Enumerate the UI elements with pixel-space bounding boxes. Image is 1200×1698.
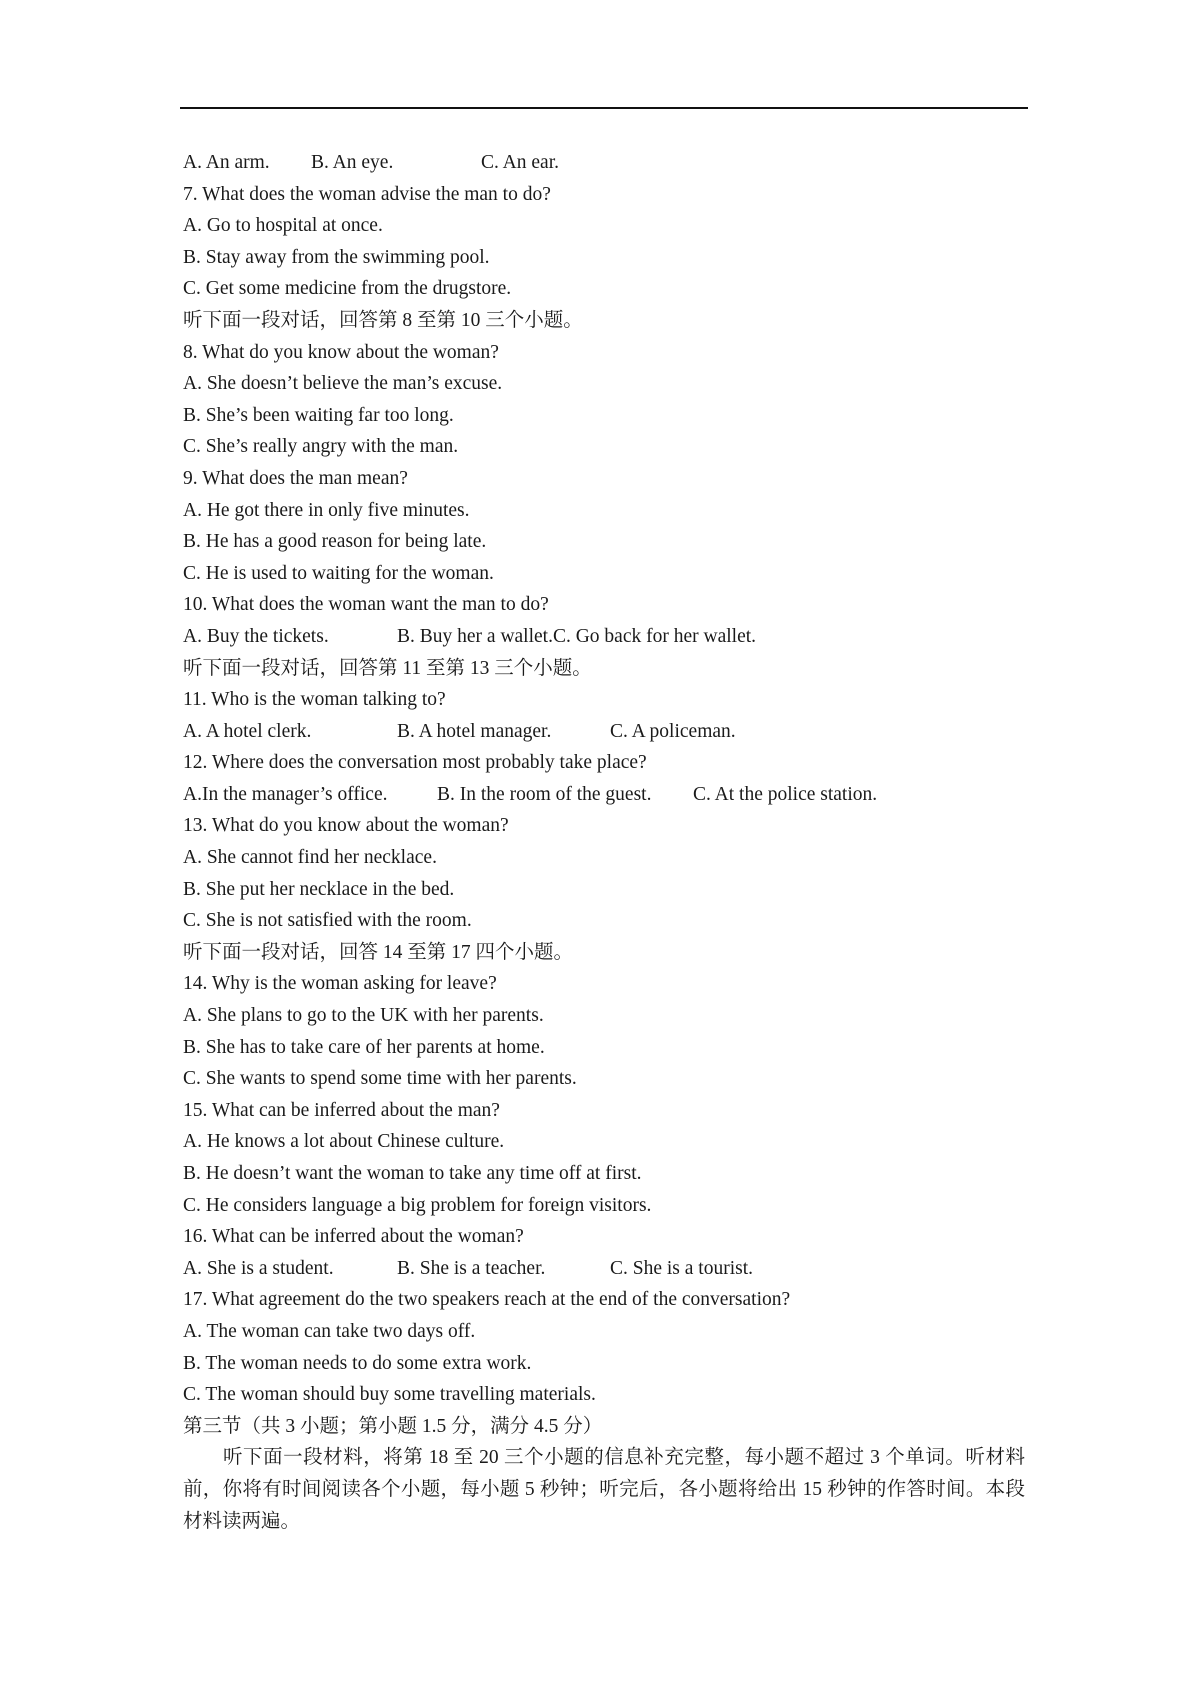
question-13: 13. What do you know about the woman? [183,815,509,837]
option-b: B. An eye. [311,152,394,173]
option-c: C. An ear. [481,152,559,173]
option-bc: B. Buy her a wallet.C. Go back for her wallet. [397,625,757,647]
option-17b: B. The woman needs to do some extra work. [183,1352,532,1374]
option-9a: A. He got there in only five minutes. [183,499,470,521]
option-8a: A. She doesn’t believe the man’s excuse. [183,373,503,395]
option-14b: B. She has to take care of her parents at home. [183,1036,545,1058]
option-15c: C. He considers language a big problem for foreign visitors. [183,1194,652,1216]
option-14c: C. She wants to spend some time with her parents. [183,1068,577,1090]
option-b: B. A hotel manager. [397,720,552,742]
options-q11 [183,716,1043,748]
option-c: C. A policeman. [610,720,736,742]
question-14: 14. Why is the woman asking for leave? [183,973,497,995]
section-3-instructions: 听下面一段材料，将第 18 至 20 三个小题的信息补充完整，每小题不超过 3 个单词。听材料前，你将有时间阅读各个小题，每小题 5 秒钟；听完后，各小题将给出 15 秒钟的作答时间。本段材料读两遍。 [183,1447,1025,1532]
option-7c: C. Get some medicine from the drugstore. [183,278,512,300]
option-15a: A. He knows a lot about Chinese culture. [183,1131,505,1153]
question-12: 12. Where does the conversation most probably take place? [183,752,647,774]
option-a: A. She is a student. [183,1257,334,1279]
options-q12 [183,779,1043,811]
question-7: 7. What does the woman advise the man to do? [183,183,551,205]
option-7a: A. Go to hospital at once. [183,215,383,237]
option-c: C. At the police station. [693,783,878,805]
options-q16 [183,1253,1043,1285]
options-q10 [183,621,1043,653]
exam-content [183,147,1043,1537]
options-q6 [183,147,1043,179]
option-9b: B. He has a good reason for being late. [183,531,487,553]
option-8c: C. She’s really angry with the man. [183,436,459,458]
option-9c: C. He is used to waiting for the woman. [183,562,494,584]
option-a: A. Buy the tickets. [183,625,329,647]
option-b: B. In the room of the guest. [437,783,652,805]
option-c: C. She is a tourist. [610,1257,754,1279]
section-3-heading: 第三节（共 3 小题；第小题 1.5 分，满分 4.5 分） [183,1415,603,1437]
option-a: A.In the manager’s office. [183,783,388,805]
question-10: 10. What does the woman want the man to do? [183,594,549,616]
section-intro-8-10: 听下面一段对话，回答第 8 至第 10 三个小题。 [183,309,583,331]
section-intro-11-13: 听下面一段对话，回答第 11 至第 13 三个小题。 [183,657,592,679]
option-13a: A. She cannot find her necklace. [183,847,437,869]
option-14a: A. She plans to go to the UK with her parents. [183,1005,544,1027]
option-a: A. An arm. [183,152,270,173]
option-8b: B. She’s been waiting far too long. [183,404,454,426]
option-17c: C. The woman should buy some travelling materials. [183,1384,596,1406]
question-15: 15. What can be inferred about the man? [183,1099,500,1121]
section-intro-14-17: 听下面一段对话，回答 14 至第 17 四个小题。 [183,941,574,963]
question-17: 17. What agreement do the two speakers reach at the end of the conversation? [183,1289,791,1311]
option-17a: A. The woman can take two days off. [183,1320,476,1342]
question-11: 11. Who is the woman talking to? [183,689,446,711]
question-9: 9. What does the man mean? [183,467,408,489]
question-16: 16. What can be inferred about the woman? [183,1226,524,1248]
option-15b: B. He doesn’t want the woman to take any time off at first. [183,1163,642,1184]
option-b: B. She is a teacher. [397,1257,546,1279]
question-8: 8. What do you know about the woman? [183,341,499,363]
option-13b: B. She put her necklace in the bed. [183,878,455,900]
option-13c: C. She is not satisfied with the room. [183,910,472,932]
header-rule [180,107,1028,109]
option-7b: B. Stay away from the swimming pool. [183,246,490,268]
option-a: A. A hotel clerk. [183,720,312,742]
